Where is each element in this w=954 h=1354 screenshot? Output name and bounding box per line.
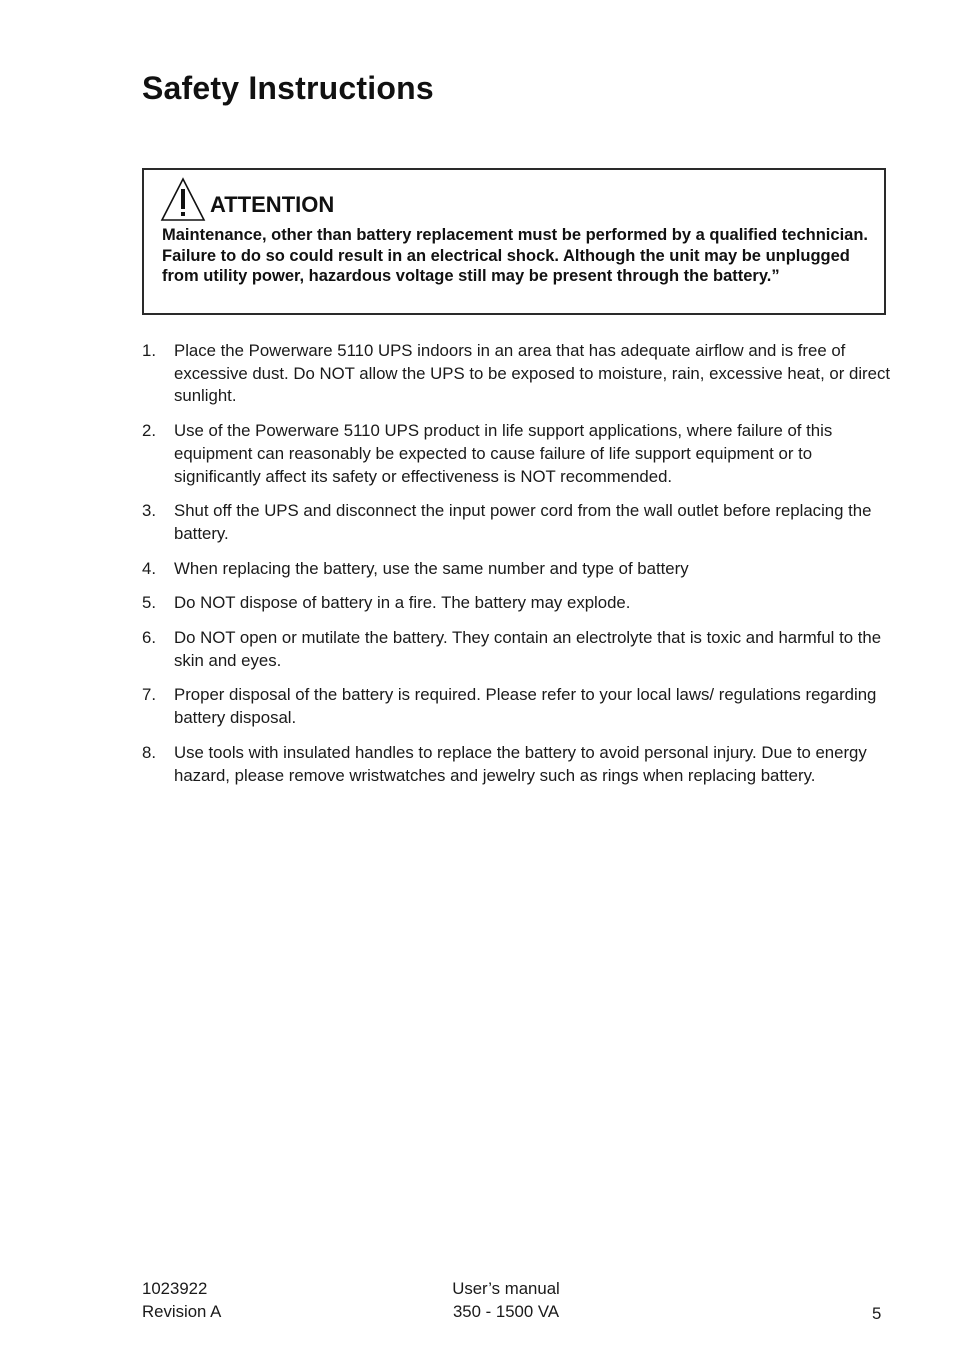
instruction-text: Do NOT open or mutilate the battery. They contain an electrolyte that is toxic and harmful to the skin and eyes.	[174, 628, 882, 670]
instruction-item	[142, 592, 892, 615]
instruction-number: 4.	[142, 558, 156, 578]
instruction-text: When replacing the battery, use the same number and type of battery	[174, 558, 689, 578]
footer-revision: Revision A	[142, 1301, 222, 1321]
footer-manual-info	[406, 1278, 606, 1323]
page-title: Safety Instructions	[142, 70, 434, 106]
safety-instructions-list	[142, 340, 892, 799]
attention-text: Maintenance, other than battery replacement must be performed by a qualified technician. Failure to do so could result in an electrical shock. Although the unit may be unplugged from utility power, hazardous voltage still may be present through the battery.”	[162, 226, 868, 286]
instruction-item	[142, 558, 892, 581]
attention-header	[160, 174, 334, 222]
instruction-item	[142, 627, 892, 672]
instruction-number: 7.	[142, 685, 156, 705]
footer-doc-info	[142, 1278, 221, 1323]
attention-box	[142, 168, 886, 315]
instruction-item	[142, 420, 892, 488]
instruction-number: 8.	[142, 742, 156, 762]
footer-manual-title: User’s manual	[452, 1279, 560, 1298]
instruction-text: Use of the Powerware 5110 UPS product in life support applications, where failure of this equipment can reasonably be expected to cause failure of life support equipment or to significantly affect its safety or effectiveness is NOT recommended.	[174, 421, 833, 486]
instruction-text: Place the Powerware 5110 UPS indoors in an area that has adequate airflow and is free of excessive dust. Do NOT allow the UPS to be exposed to moisture, rain, excessive heat, or direct sunlight.	[174, 341, 891, 406]
instruction-number: 2.	[142, 421, 156, 441]
instruction-text: Do NOT dispose of battery in a fire. The battery may explode.	[174, 593, 631, 613]
page-number: 5	[872, 1304, 882, 1323]
instruction-item	[142, 340, 892, 408]
instruction-item	[142, 684, 892, 729]
instruction-text: Shut off the UPS and disconnect the input power cord from the wall outlet before replacing the battery.	[174, 501, 872, 543]
instruction-text: Use tools with insulated handles to replace the battery to avoid personal injury. Due to energy hazard, please remove wristwatches and jewelry such as rings when replacing battery.	[174, 742, 867, 785]
footer-doc-number: 1023922	[142, 1279, 208, 1298]
attention-label: ATTENTION	[210, 192, 335, 217]
instruction-number: 1.	[142, 341, 156, 360]
instruction-number: 5.	[142, 593, 156, 613]
warning-triangle-icon	[160, 176, 206, 222]
instruction-item	[142, 742, 892, 787]
instruction-number: 6.	[142, 628, 156, 648]
instruction-number: 3.	[142, 501, 156, 521]
footer-model-range: 350 - 1500 VA	[452, 1301, 560, 1321]
instruction-item	[142, 500, 892, 545]
instruction-text: Proper disposal of the battery is required. Please refer to your local laws/ regulations regarding battery disposal.	[174, 685, 877, 728]
